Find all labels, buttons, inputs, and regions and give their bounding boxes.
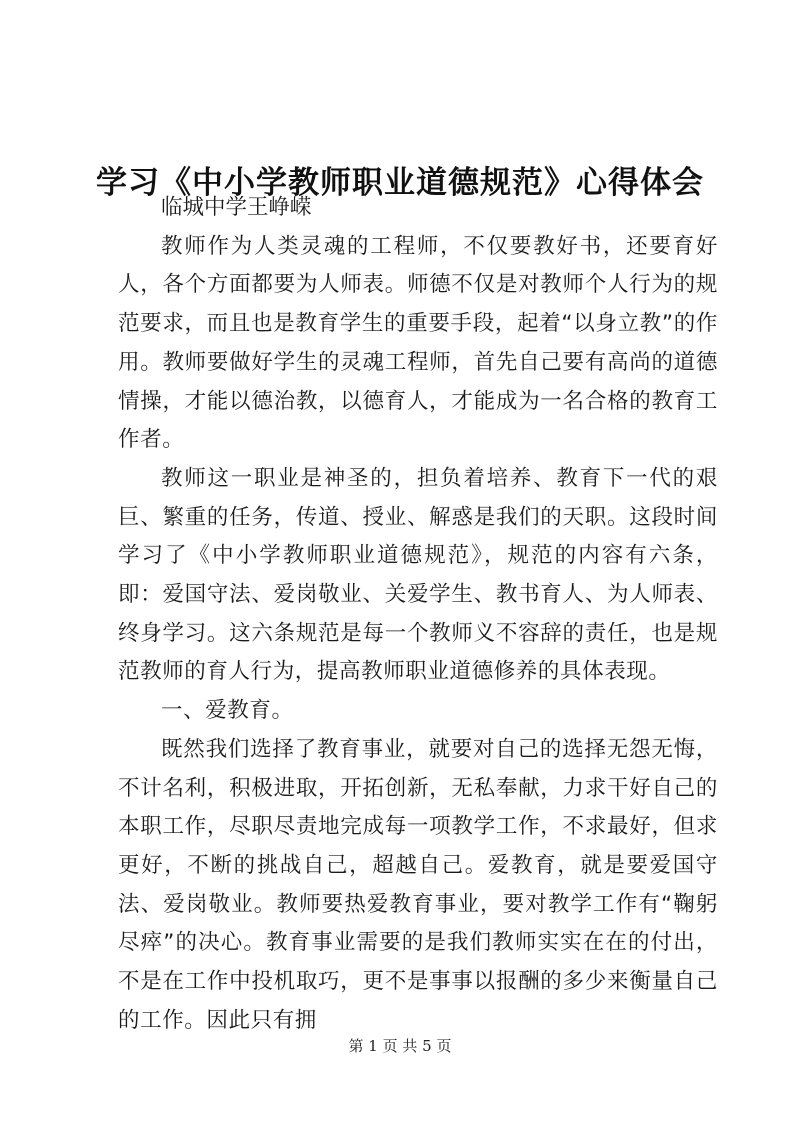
- author-line: 临城中学王峥嵘: [161, 195, 312, 220]
- section-heading-love-education: 一、爱教育。: [161, 698, 294, 724]
- paragraph-1: 教师作为人类灵魂的工程师，不仅要教好书，还要育好人，各个方面都要为人师表。师德不仅是对教师个人行为的规范要求，而且也是教育学生的重要手段，起着“以身立教”的作用。教师要做好学生的灵魂工程师，首先自己要有高尚的道德情操，才能以德治教，以德育人，才能成为一名合格的教育工作者。: [118, 233, 718, 453]
- page-footer: 第 1 页 共 5 页: [348, 1037, 452, 1055]
- document-title: 学习《中小学教师职业道德规范》心得体会: [96, 164, 704, 201]
- paragraph-2: 教师这一职业是神圣的，担负着培养、教育下一代的艰巨、繁重的任务，传道、授业、解惑是我们的天职。这段时间学习了《中小学教师职业道德规范》，规范的内容有六条，即：爱国守法、爱岗敬业、关爱学生、教书育人、为人师表、终身学习。这六条规范是每一个教师义不容辞的责任，也是规范教师的育人行为，提高教师职业道德修养的具体表现。: [118, 465, 718, 685]
- document-body: [118, 189, 718, 1040]
- paragraph-3: 既然我们选择了教育事业，就要对自己的选择无怨无悔，不计名利，积极进取，开拓创新，无私奉献，力求干好自己的本职工作，尽职尽责地完成每一项教学工作，不求最好，但求更好，不断的挑战自己，超越自己。爱教育，就是要爱国守法、爱岗敬业。教师要热爱教育事业，要对教学工作有“鞠躬尽瘁”的决心。教育事业需要的是我们教师实实在在的付出，不是在工作中投机取巧，更不是事事以报酬的多少来衡量自己的工作。因此只有拥: [118, 736, 718, 1033]
